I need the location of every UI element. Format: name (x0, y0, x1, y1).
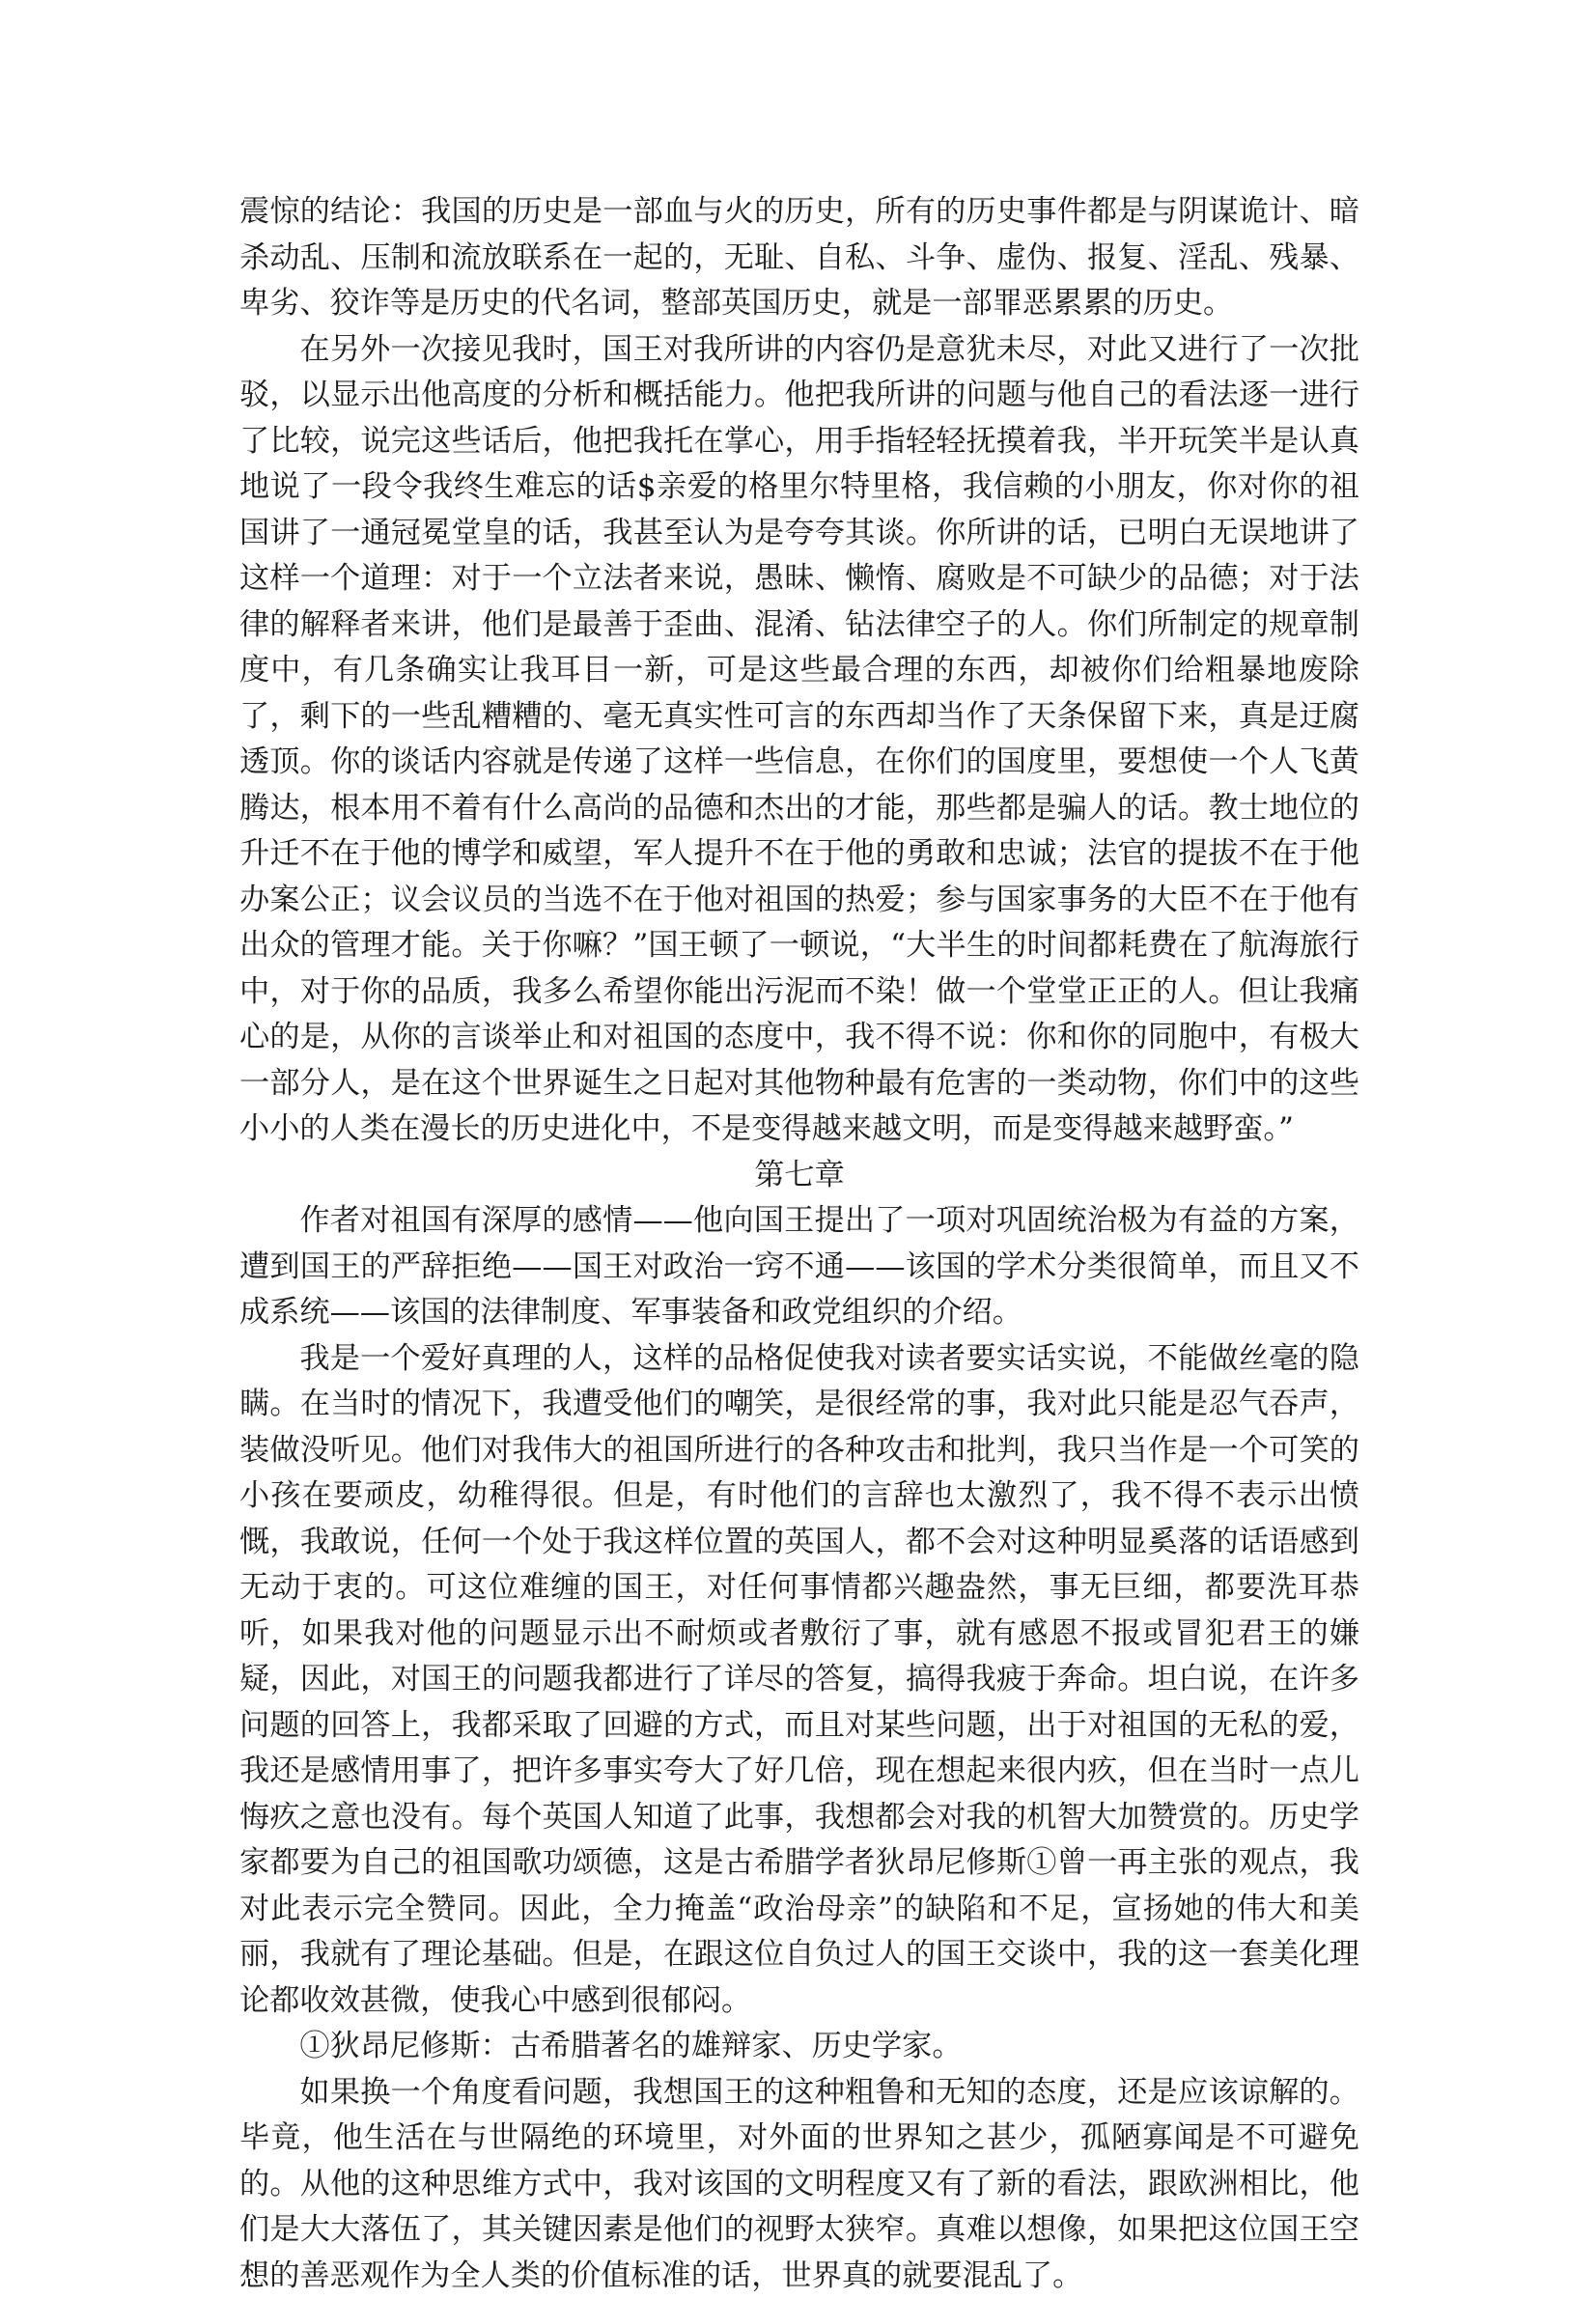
paragraph-king-speech: 在另外一次接见我时，国王对我所讲的内容仍是意犹未尽，对此又进行了一次批驳，以显示出他高度的分析和概括能力。他把我所讲的问题与他自己的看法逐一进行了比较，说完这些话后，他把我托在掌心，用手指轻轻抚摸着我，半开玩笑半是认真地说了一段令我终生难忘的话$亲爱的格里尔特里格，我信赖的小朋友，你对你的祖国讲了一通冠冕堂皇的话，我甚至认为是夸夸其谈。你所讲的话，已明白无误地讲了这样一个道理：对于一个立法者来说，愚昧、懒惰、腐败是不可缺少的品德；对于法律的解释者来讲，他们是最善于歪曲、混淆、钻法律空子的人。你们所制定的规章制度中，有几条确实让我耳目一新，可是这些最合理的东西，却被你们给粗暴地废除了，剩下的一些乱糟糟的、毫无真实性可言的东西却当作了天条保留下来，真是迂腐透顶。你的谈话内容就是传递了这样一些信息，在你们的国度里，要想使一个人飞黄腾达，根本用不着有什么高尚的品德和杰出的才能，那些都是骗人的话。教士地位的升迁不在于他的博学和威望，军人提升不在于他的勇敢和忠诚；法官的提拔不在于他办案公正；议会议员的当选不在于他对祖国的热爱；参与国家事务的大臣不在于他有出众的管理才能。关于你嘛？”国王顿了一顿说，“大半生的时间都耗费在了航海旅行中，对于你的品质，我多么希望你能出污泥而不染！做一个堂堂正正的人。但让我痛心的是，从你的言谈举止和对祖国的态度中，我不得不说：你和你的同胞中，有极大一部分人，是在这个世界诞生之日起对其他物种最有危害的一类动物，你们中的这些小小的人类在漫长的历史进化中，不是变得越来越文明，而是变得越来越野蛮。” (239, 327, 1359, 1153)
chapter-summary: 作者对祖国有深厚的感情——他向国王提出了一项对巩固统治极为有益的方案，遭到国王的严辞拒绝——国王对政治一窍不通——该国的学术分类很简单，而且又不成系统——该国的法律制度、军事装备和政党组织的介绍。 (239, 1198, 1359, 1336)
document-page (239, 189, 1359, 2299)
paragraph-continued: 震惊的结论：我国的历史是一部血与火的历史，所有的历史事件都是与阴谋诡计、暗杀动乱、压制和流放联系在一起的，无耻、自私、斗争、虚伪、报复、淫乱、残暴、卑劣、狡诈等是历史的代名词，整部英国历史，就是一部罪恶累累的历史。 (239, 189, 1359, 327)
footnote: ①狄昂尼修斯：古希腊著名的雄辩家、历史学家。 (239, 2024, 1359, 2070)
paragraph-different-angle: 如果换一个角度看问题，我想国王的这种粗鲁和无知的态度，还是应该谅解的。毕竟，他生活在与世隔绝的环境里，对外面的世界知之甚少，孤陋寡闻是不可避免的。从他的这种思维方式中，我对该国的文明程度又有了新的看法，跟欧洲相比，他们是大大落伍了，其关键因素是他们的视野太狭窄。真难以想像，如果把这位国王空想的善恶观作为全人类的价值标准的话，世界真的就要混乱了。 (239, 2070, 1359, 2299)
paragraph-truth-lover: 我是一个爱好真理的人，这样的品格促使我对读者要实话实说，不能做丝毫的隐瞒。在当时的情况下，我遭受他们的嘲笑，是很经常的事，我对此只能是忍气吞声，装做没听见。他们对我伟大的祖国所进行的各种攻击和批判，我只当作是一个可笑的小孩在要顽皮，幼稚得很。但是，有时他们的言辞也太激烈了，我不得不表示出愤慨，我敢说，任何一个处于我这样位置的英国人，都不会对这种明显奚落的话语感到无动于衷的。可这位难缠的国王，对任何事情都兴趣盎然，事无巨细，都要洗耳恭听，如果我对他的问题显示出不耐烦或者敷衍了事，就有感恩不报或冒犯君王的嫌疑，因此，对国王的问题我都进行了详尽的答复，搞得我疲于奔命。坦白说，在许多问题的回答上，我都采取了回避的方式，而且对某些问题，出于对祖国的无私的爱，我还是感情用事了，把许多事实夸大了好几倍，现在想起来很内疚，但在当时一点儿悔疚之意也没有。每个英国人知道了此事，我想都会对我的机智大加赞赏的。历史学家都要为自己的祖国歌功颂德，这是古希腊学者狄昂尼修斯①曾一再主张的观点，我对此表示完全赞同。因此，全力掩盖“政治母亲”的缺陷和不足，宣扬她的伟大和美丽，我就有了理论基础。但是，在跟这位自负过人的国王交谈中，我的这一套美化理论都收效甚微，使我心中感到很郁闷。 (239, 1336, 1359, 2025)
chapter-heading: 第七章 (239, 1153, 1359, 1199)
